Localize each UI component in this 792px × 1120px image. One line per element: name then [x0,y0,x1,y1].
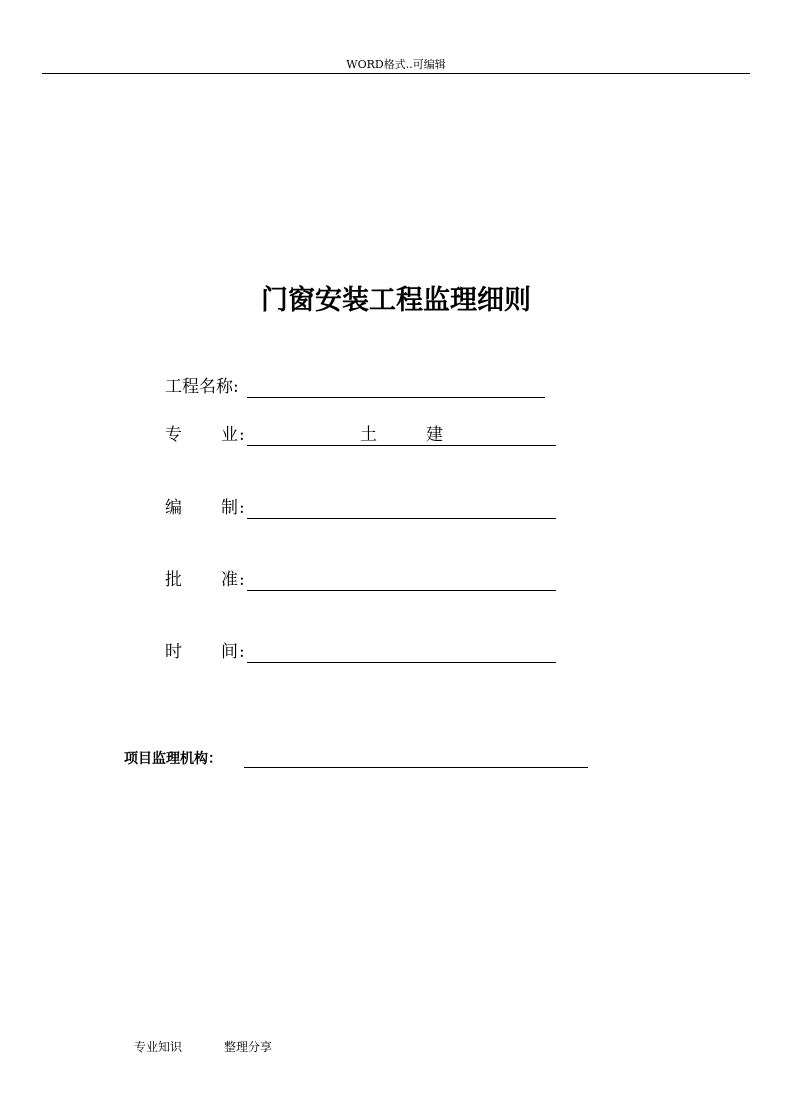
major-value-char1: 土 [360,425,377,445]
approved-label-char2: 准 [221,570,238,590]
compiled-label-char1: 编 [165,498,182,518]
approved-by-blank[interactable] [247,590,556,591]
date-blank[interactable] [247,662,556,663]
approved-colon: : [239,570,245,590]
compiled-label-char2: 制 [221,498,238,518]
footer-left: 专业知识 [134,1040,183,1054]
date-label-char1: 时 [165,642,182,662]
supervision-org-blank[interactable] [244,767,588,768]
major-label-char2: 业 [221,425,238,445]
compiled-by-blank[interactable] [247,518,556,519]
approved-label-char1: 批 [165,570,182,590]
major-colon: : [239,425,245,445]
project-name-blank[interactable] [247,397,545,398]
footer-right: 整理分享 [224,1040,273,1054]
compiled-colon: : [239,498,245,518]
date-colon: : [239,642,245,662]
header-rule [42,73,750,74]
major-label-char1: 专 [165,425,182,445]
header-text: WORD格式..可编辑 [346,58,446,71]
document-title: 门窗安装工程监理细则 [261,285,531,316]
supervision-org-label: 项目监理机构： [124,751,222,767]
project-name-label: 工程名称: [165,377,239,397]
major-value-char2: 建 [426,425,443,445]
major-blank[interactable] [247,445,556,446]
date-label-char2: 间 [221,642,238,662]
